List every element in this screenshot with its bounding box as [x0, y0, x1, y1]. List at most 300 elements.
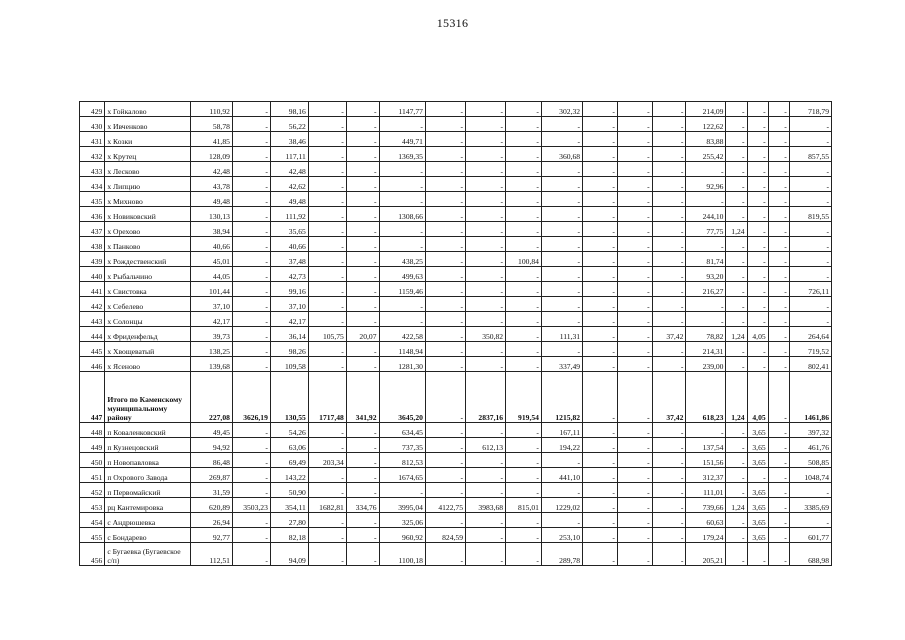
value-cell: -: [768, 297, 789, 312]
value-cell: -: [232, 237, 270, 252]
value-cell: 819,55: [789, 207, 831, 222]
value-cell: 1147,77: [379, 102, 425, 117]
value-cell: -: [308, 102, 346, 117]
settlement-name: х Ясеново: [105, 357, 190, 372]
value-cell: 264,64: [789, 327, 831, 342]
value-cell: -: [466, 267, 506, 282]
value-cell: 82,18: [270, 528, 308, 543]
settlement-name: с Бугаевка (Бугаевское с/п): [105, 543, 190, 566]
value-cell: 42,73: [270, 267, 308, 282]
value-cell: -: [232, 357, 270, 372]
value-cell: -: [789, 237, 831, 252]
value-cell: -: [583, 147, 618, 162]
value-cell: -: [308, 357, 346, 372]
value-cell: -: [232, 327, 270, 342]
value-cell: -: [617, 162, 652, 177]
value-cell: -: [425, 453, 465, 468]
table-row: [80, 177, 832, 192]
value-cell: 44,05: [190, 267, 232, 282]
row-number: 440: [80, 267, 105, 282]
value-cell: 92,77: [190, 528, 232, 543]
value-cell: -: [583, 222, 618, 237]
value-cell: -: [789, 192, 831, 207]
value-cell: 179,24: [686, 528, 726, 543]
value-cell: -: [379, 297, 425, 312]
value-cell: 26,94: [190, 513, 232, 528]
value-cell: -: [346, 177, 379, 192]
value-cell: -: [425, 483, 465, 498]
value-cell: 40,66: [190, 237, 232, 252]
value-cell: 719,52: [789, 342, 831, 357]
value-cell: -: [346, 543, 379, 566]
value-cell: 214,09: [686, 102, 726, 117]
value-cell: 441,10: [541, 468, 582, 483]
value-cell: -: [617, 207, 652, 222]
value-cell: 1,24: [726, 222, 747, 237]
value-cell: -: [747, 147, 768, 162]
value-cell: -: [583, 177, 618, 192]
value-cell: 56,22: [270, 117, 308, 132]
value-cell: -: [232, 342, 270, 357]
value-cell: 27,80: [270, 513, 308, 528]
settlement-name: п Кузнецовский: [105, 438, 190, 453]
value-cell: -: [346, 423, 379, 438]
settlement-name: х Орехово: [105, 222, 190, 237]
table-row: [80, 132, 832, 147]
value-cell: -: [617, 192, 652, 207]
value-cell: -: [789, 177, 831, 192]
value-cell: -: [652, 342, 686, 357]
value-cell: -: [617, 102, 652, 117]
value-cell: 360,68: [541, 147, 582, 162]
value-cell: 422,58: [379, 327, 425, 342]
value-cell: 1159,46: [379, 282, 425, 297]
value-cell: 137,54: [686, 438, 726, 453]
settlement-name: х Ивченково: [105, 117, 190, 132]
value-cell: -: [726, 528, 747, 543]
value-cell: 43,78: [190, 177, 232, 192]
value-cell: -: [652, 423, 686, 438]
value-cell: -: [583, 117, 618, 132]
value-cell: 269,87: [190, 468, 232, 483]
value-cell: 63,06: [270, 438, 308, 453]
value-cell: -: [425, 513, 465, 528]
value-cell: -: [617, 147, 652, 162]
table-row: [80, 102, 832, 117]
value-cell: -: [466, 162, 506, 177]
value-cell: -: [583, 237, 618, 252]
settlement-name: х Солонцы: [105, 312, 190, 327]
value-cell: 3503,23: [232, 498, 270, 513]
value-cell: -: [466, 357, 506, 372]
value-cell: -: [652, 453, 686, 468]
value-cell: -: [232, 528, 270, 543]
value-cell: -: [686, 297, 726, 312]
value-cell: 37,42: [652, 372, 686, 423]
value-cell: -: [232, 423, 270, 438]
value-cell: -: [346, 453, 379, 468]
value-cell: 3,65: [747, 498, 768, 513]
value-cell: -: [583, 372, 618, 423]
value-cell: -: [232, 117, 270, 132]
value-cell: -: [541, 513, 582, 528]
value-cell: 94,92: [190, 438, 232, 453]
value-cell: -: [541, 297, 582, 312]
value-cell: 138,25: [190, 342, 232, 357]
value-cell: -: [346, 282, 379, 297]
value-cell: -: [232, 177, 270, 192]
value-cell: -: [747, 357, 768, 372]
value-cell: -: [652, 483, 686, 498]
row-number: 434: [80, 177, 105, 192]
value-cell: 350,82: [466, 327, 506, 342]
value-cell: -: [768, 147, 789, 162]
table-row: [80, 327, 832, 342]
value-cell: -: [583, 423, 618, 438]
value-cell: -: [583, 468, 618, 483]
value-cell: -: [466, 513, 506, 528]
value-cell: -: [617, 267, 652, 282]
value-cell: -: [466, 222, 506, 237]
value-cell: 438,25: [379, 252, 425, 267]
value-cell: -: [541, 117, 582, 132]
value-cell: -: [652, 192, 686, 207]
row-number: 444: [80, 327, 105, 342]
value-cell: -: [789, 267, 831, 282]
value-cell: -: [583, 312, 618, 327]
table-row: [80, 237, 832, 252]
value-cell: -: [617, 252, 652, 267]
value-cell: 42,48: [270, 162, 308, 177]
value-cell: 58,78: [190, 117, 232, 132]
value-cell: -: [308, 483, 346, 498]
value-cell: 612,13: [466, 438, 506, 453]
value-cell: -: [541, 237, 582, 252]
value-cell: -: [789, 297, 831, 312]
table-row: [80, 222, 832, 237]
value-cell: -: [308, 342, 346, 357]
row-number: 450: [80, 453, 105, 468]
settlements-table: [79, 101, 832, 566]
value-cell: -: [747, 192, 768, 207]
value-cell: 205,21: [686, 543, 726, 566]
value-cell: -: [506, 192, 542, 207]
value-cell: -: [232, 513, 270, 528]
row-number: 456: [80, 543, 105, 566]
value-cell: -: [617, 438, 652, 453]
value-cell: 98,26: [270, 342, 308, 357]
value-cell: 815,01: [506, 498, 542, 513]
value-cell: -: [232, 312, 270, 327]
value-cell: 1,24: [726, 498, 747, 513]
value-cell: 253,10: [541, 528, 582, 543]
value-cell: 36,14: [270, 327, 308, 342]
value-cell: -: [617, 357, 652, 372]
value-cell: 1148,94: [379, 342, 425, 357]
value-cell: -: [425, 162, 465, 177]
value-cell: -: [379, 162, 425, 177]
value-cell: -: [768, 513, 789, 528]
value-cell: 117,11: [270, 147, 308, 162]
value-cell: -: [652, 207, 686, 222]
row-number: 443: [80, 312, 105, 327]
table-row: [80, 483, 832, 498]
value-cell: 49,48: [270, 192, 308, 207]
value-cell: -: [583, 252, 618, 267]
value-cell: -: [425, 312, 465, 327]
value-cell: -: [506, 147, 542, 162]
value-cell: 449,71: [379, 132, 425, 147]
value-cell: -: [726, 357, 747, 372]
value-cell: -: [466, 282, 506, 297]
value-cell: -: [617, 468, 652, 483]
value-cell: -: [726, 267, 747, 282]
value-cell: 239,00: [686, 357, 726, 372]
value-cell: 1,24: [726, 372, 747, 423]
value-cell: -: [232, 297, 270, 312]
value-cell: -: [232, 147, 270, 162]
value-cell: 86,48: [190, 453, 232, 468]
value-cell: 3,65: [747, 438, 768, 453]
value-cell: 244,10: [686, 207, 726, 222]
settlement-name: п Первомайский: [105, 483, 190, 498]
value-cell: 42,48: [190, 162, 232, 177]
value-cell: -: [583, 102, 618, 117]
row-number: 437: [80, 222, 105, 237]
value-cell: -: [583, 162, 618, 177]
value-cell: -: [768, 357, 789, 372]
value-cell: 3,65: [747, 453, 768, 468]
value-cell: -: [232, 438, 270, 453]
value-cell: -: [466, 192, 506, 207]
value-cell: 101,44: [190, 282, 232, 297]
value-cell: 60,63: [686, 513, 726, 528]
value-cell: -: [617, 132, 652, 147]
row-number: 431: [80, 132, 105, 147]
value-cell: -: [425, 132, 465, 147]
value-cell: -: [617, 528, 652, 543]
value-cell: 35,65: [270, 222, 308, 237]
value-cell: 122,62: [686, 117, 726, 132]
row-number: 453: [80, 498, 105, 513]
value-cell: -: [789, 132, 831, 147]
value-cell: 38,94: [190, 222, 232, 237]
value-cell: -: [425, 357, 465, 372]
value-cell: -: [617, 543, 652, 566]
value-cell: -: [541, 207, 582, 222]
value-cell: 111,92: [270, 207, 308, 222]
value-cell: -: [726, 297, 747, 312]
value-cell: -: [379, 483, 425, 498]
value-cell: -: [506, 528, 542, 543]
value-cell: -: [768, 453, 789, 468]
settlement-name: Итого по Каменскому муниципальному району: [105, 372, 190, 423]
value-cell: -: [726, 252, 747, 267]
table-row: [80, 438, 832, 453]
value-cell: -: [425, 372, 465, 423]
value-cell: 130,13: [190, 207, 232, 222]
value-cell: -: [541, 267, 582, 282]
value-cell: -: [747, 342, 768, 357]
value-cell: -: [506, 132, 542, 147]
value-cell: -: [747, 162, 768, 177]
value-cell: 334,76: [346, 498, 379, 513]
value-cell: -: [506, 222, 542, 237]
value-cell: -: [768, 312, 789, 327]
value-cell: -: [726, 312, 747, 327]
value-cell: 688,98: [789, 543, 831, 566]
value-cell: -: [583, 528, 618, 543]
value-cell: -: [747, 297, 768, 312]
value-cell: -: [789, 117, 831, 132]
value-cell: -: [768, 438, 789, 453]
value-cell: -: [541, 312, 582, 327]
page-number: 15316: [436, 16, 469, 30]
value-cell: -: [726, 237, 747, 252]
table-row: [80, 282, 832, 297]
value-cell: -: [583, 498, 618, 513]
value-cell: 3626,19: [232, 372, 270, 423]
value-cell: 1281,30: [379, 357, 425, 372]
settlement-name: х Лесково: [105, 162, 190, 177]
value-cell: -: [768, 543, 789, 566]
value-cell: 397,32: [789, 423, 831, 438]
value-cell: -: [466, 543, 506, 566]
value-cell: 634,45: [379, 423, 425, 438]
value-cell: -: [308, 117, 346, 132]
settlement-name: х Панково: [105, 237, 190, 252]
value-cell: -: [506, 177, 542, 192]
value-cell: 42,17: [270, 312, 308, 327]
value-cell: -: [466, 423, 506, 438]
value-cell: -: [425, 117, 465, 132]
value-cell: -: [789, 312, 831, 327]
value-cell: -: [379, 177, 425, 192]
value-cell: -: [541, 222, 582, 237]
value-cell: 50,90: [270, 483, 308, 498]
table-row: [80, 423, 832, 438]
value-cell: -: [425, 282, 465, 297]
value-cell: -: [726, 513, 747, 528]
value-cell: 857,55: [789, 147, 831, 162]
value-cell: -: [541, 483, 582, 498]
table-row: [80, 162, 832, 177]
value-cell: -: [686, 162, 726, 177]
value-cell: -: [747, 282, 768, 297]
value-cell: -: [346, 513, 379, 528]
value-cell: 3995,04: [379, 498, 425, 513]
value-cell: 40,66: [270, 237, 308, 252]
value-cell: -: [541, 192, 582, 207]
value-cell: -: [541, 252, 582, 267]
value-cell: 508,85: [789, 453, 831, 468]
row-number: 451: [80, 468, 105, 483]
value-cell: -: [232, 267, 270, 282]
value-cell: 42,17: [190, 312, 232, 327]
value-cell: 1682,81: [308, 498, 346, 513]
value-cell: -: [346, 267, 379, 282]
settlement-name: п Новопавловка: [105, 453, 190, 468]
value-cell: -: [379, 237, 425, 252]
value-cell: 78,82: [686, 327, 726, 342]
row-number: 445: [80, 342, 105, 357]
value-cell: 94,09: [270, 543, 308, 566]
value-cell: 3,65: [747, 528, 768, 543]
value-cell: -: [652, 117, 686, 132]
value-cell: -: [726, 102, 747, 117]
value-cell: -: [232, 192, 270, 207]
value-cell: 77,75: [686, 222, 726, 237]
value-cell: -: [583, 327, 618, 342]
row-number: 446: [80, 357, 105, 372]
value-cell: -: [346, 528, 379, 543]
value-cell: -: [652, 267, 686, 282]
value-cell: 3,65: [747, 423, 768, 438]
value-cell: -: [466, 312, 506, 327]
value-cell: -: [506, 312, 542, 327]
value-cell: -: [379, 117, 425, 132]
value-cell: -: [466, 252, 506, 267]
table-row: [80, 513, 832, 528]
value-cell: 69,49: [270, 453, 308, 468]
value-cell: -: [346, 102, 379, 117]
value-cell: -: [425, 237, 465, 252]
value-cell: -: [466, 237, 506, 252]
value-cell: -: [425, 297, 465, 312]
value-cell: -: [747, 267, 768, 282]
value-cell: -: [308, 222, 346, 237]
value-cell: -: [726, 438, 747, 453]
value-cell: -: [346, 252, 379, 267]
value-cell: 1048,74: [789, 468, 831, 483]
settlement-name: х Себелево: [105, 297, 190, 312]
row-number: 432: [80, 147, 105, 162]
value-cell: 289,78: [541, 543, 582, 566]
value-cell: 109,58: [270, 357, 308, 372]
value-cell: 92,96: [686, 177, 726, 192]
settlement-name: с Андрюшевка: [105, 513, 190, 528]
value-cell: -: [379, 192, 425, 207]
row-number: 441: [80, 282, 105, 297]
value-cell: -: [652, 162, 686, 177]
value-cell: -: [617, 513, 652, 528]
value-cell: -: [466, 468, 506, 483]
value-cell: -: [425, 222, 465, 237]
value-cell: -: [346, 117, 379, 132]
table-row-total: [80, 372, 832, 423]
value-cell: -: [308, 162, 346, 177]
value-cell: -: [768, 483, 789, 498]
value-cell: -: [789, 222, 831, 237]
value-cell: 143,22: [270, 468, 308, 483]
value-cell: 1229,02: [541, 498, 582, 513]
settlement-name: х Гойкалово: [105, 102, 190, 117]
value-cell: 38,46: [270, 132, 308, 147]
value-cell: -: [232, 222, 270, 237]
value-cell: -: [768, 327, 789, 342]
value-cell: -: [346, 192, 379, 207]
row-number: 442: [80, 297, 105, 312]
value-cell: -: [789, 513, 831, 528]
value-cell: 3645,20: [379, 372, 425, 423]
value-cell: -: [652, 102, 686, 117]
row-number: 449: [80, 438, 105, 453]
value-cell: -: [686, 312, 726, 327]
value-cell: -: [466, 132, 506, 147]
value-cell: -: [466, 117, 506, 132]
value-cell: 98,16: [270, 102, 308, 117]
value-cell: 737,35: [379, 438, 425, 453]
